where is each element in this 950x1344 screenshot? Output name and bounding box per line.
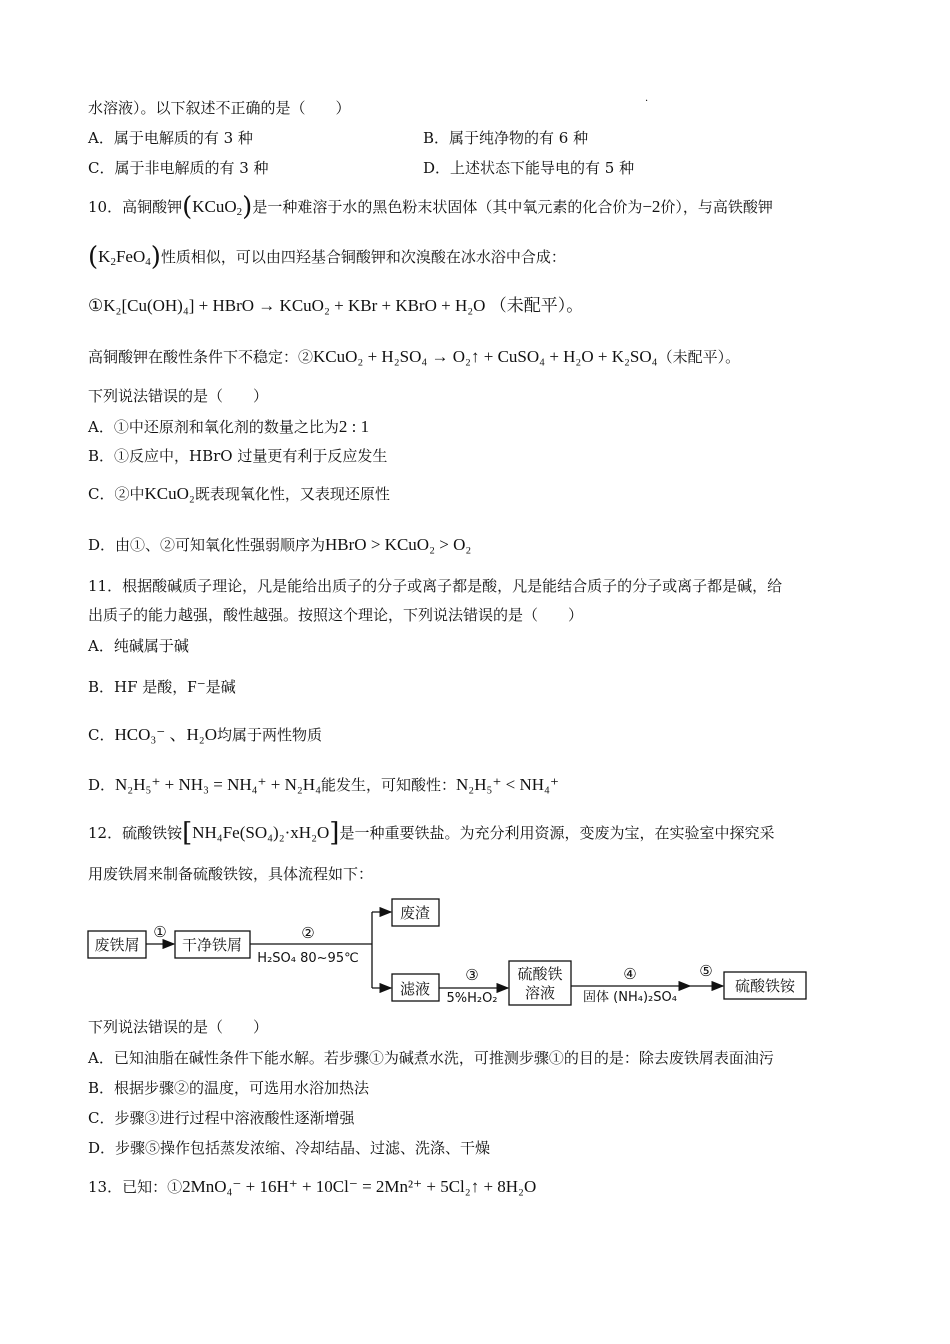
q10-line-1-text: 是一种难溶于水的黑色粉末状固体（其中氧元素的化合价为: [252, 198, 643, 216]
q10-eq2-pre: 高铜酸钾在酸性条件下不稳定：②: [88, 348, 314, 366]
flow-step-5: ⑤: [699, 962, 713, 980]
q10-line-2-text: 性质相似，可以由四羟基合铜酸钾和次溴酸在冰水浴中合成：: [160, 248, 566, 266]
q11-option-c-pre: C．: [88, 726, 115, 744]
flow-step-1: ①: [153, 923, 167, 941]
q12-number-text: 12．硫酸铁铵: [88, 824, 183, 842]
q11-option-d-compare: N₂H₅⁺ < NH₄⁺: [456, 775, 559, 794]
q10-option-c-pre: C．②中: [88, 485, 145, 503]
q10-option-c-formula: KCuO₂: [144, 484, 195, 503]
bracket-close: ]: [329, 818, 340, 848]
q9-option-c: C．属于非电解质的有 3 种: [88, 159, 269, 177]
flow-box-scrap-label: 废铁屑: [94, 936, 140, 954]
q13-pre: 13．已知：①: [88, 1178, 183, 1196]
flow-cond-3: 5%H₂O₂: [446, 991, 498, 1006]
q12-option-c: C．步骤③进行过程中溶液酸性逐渐增强: [88, 1109, 355, 1127]
q9-option-d: D．上述状态下能导电的有 5 种: [423, 159, 635, 177]
flow-cond-4: 固体 (NH₄)₂SO₄: [583, 990, 677, 1005]
q13-equation: 2MnO₄⁻ + 16H⁺ + 10Cl⁻ = 2Mn²⁺ + 5Cl₂↑ + 8H₂O: [182, 1177, 537, 1196]
q11-option-d-pre: D．: [88, 776, 116, 794]
q9-option-b: B．属于纯净物的有 6 种: [423, 129, 589, 147]
q10-valence: −2: [642, 197, 661, 216]
q10-ask: 下列说法错误的是（ ）: [88, 387, 269, 405]
q9-stem-tail: 水溶液）。以下叙述不正确的是（ ）: [88, 99, 351, 117]
q10-formula-kcuo2: KCuO$_2$: [192, 197, 243, 218]
q11-option-d-mid: 能发生，可知酸性：: [321, 776, 457, 794]
q13-line: [88, 1177, 536, 1197]
flow-box-solution-line-2: 溶液: [524, 984, 556, 1002]
q12-ask: 下列说法错误的是（ ）: [88, 1018, 269, 1036]
q11-option-a: A．纯碱属于碱: [88, 637, 189, 655]
paren-open: (: [88, 242, 99, 272]
q11-option-b-pre: B．HF 是酸，: [88, 678, 188, 696]
q12-formula: NH₄Fe(SO₄)₂·xH₂O: [192, 823, 330, 842]
q10-option-a-text: A．①中还原剂和氧化剂的数量之比为: [88, 418, 339, 436]
paren-close: ): [150, 242, 161, 272]
q12-option-a: A．已知油脂在碱性条件下能水解。若步骤①为碱煮水洗，可推测步骤①的目的是：除去废铁屑表面油污: [88, 1049, 774, 1067]
q10-option-d-formula: HBrO > KCuO₂ > O₂: [325, 535, 472, 554]
q10-eq2-post: （未配平）。: [657, 348, 741, 366]
flow-box-residue-label: 废渣: [399, 904, 431, 922]
flow-step-4: ④: [623, 965, 637, 983]
flow-box-clean-label: 干净铁屑: [181, 936, 243, 954]
q10-option-a-ratio: 2 : 1: [338, 417, 370, 436]
q11-line-2: 出质子的能力越强，酸性越强。按照这个理论，下列说法错误的是（ ）: [88, 606, 584, 624]
q10-equation-2: KCuO₂ + H₂SO₄ → O₂↑ + CuSO₄ + H₂O + K₂SO₄: [313, 347, 658, 366]
q10-formula-k2feo4: $K_2FeO_4$: [98, 247, 151, 268]
q10-line-1-end: 价），与高铁酸钾: [660, 198, 773, 216]
q11-option-b-post: 是碱: [205, 678, 236, 696]
q10-option-c-post: 既表现氧化性，又表现还原性: [194, 485, 390, 503]
flow-box-filtrate-label: 滤液: [399, 980, 431, 998]
q11-option-c-post: 均属于两性物质: [217, 726, 323, 744]
paren-open: (: [182, 192, 193, 222]
q12-line-2: 用废铁屑来制备硫酸铁铵，具体流程如下：: [88, 865, 374, 883]
flow-cond-2: H₂SO₄ 80~95℃: [257, 951, 359, 966]
flow-step-2: ②: [301, 924, 315, 942]
q11-option-d-equation: N₂H₅⁺ + NH₃ = NH₄⁺ + N₂H₄: [115, 775, 322, 794]
q10-option-d-pre: D．由①、②可知氧化性强弱顺序为: [88, 536, 326, 554]
q11-option-c-species: HCO₃⁻ 、H₂O: [114, 725, 218, 744]
q12-option-b: B．根据步骤②的温度，可选用水浴加热法: [88, 1079, 370, 1097]
q12-line-1-text: 是一种重要铁盐。为充分利用资源，变废为宝，在实验室中探究采: [339, 824, 775, 842]
q9-option-a: A．属于电解质的有 3 种: [88, 129, 253, 147]
flow-box-product-label: 硫酸铁铵: [734, 977, 796, 995]
bracket-open: [: [182, 818, 193, 848]
flow-step-3: ③: [465, 966, 479, 984]
paren-close: ): [242, 192, 253, 222]
q10-option-b: B．①反应中，HBrO 过量更有利于反应发生: [88, 447, 388, 465]
q11-option-b-ion: F⁻: [187, 677, 206, 696]
q10-equation-1: ①K₂[Cu(OH)₄] + HBrO → KCuO₂ + KBr + KBrO + H₂O （未配平）。: [88, 296, 584, 315]
q11-line-1: 11．根据酸碱质子理论，凡是能给出质子的分子或离子都是酸，凡是能结合质子的分子或离子都是碱，给: [88, 577, 783, 595]
q12-option-d: D．步骤⑤操作包括蒸发浓缩、冷却结晶、过滤、洗涤、干燥: [88, 1139, 491, 1157]
flow-box-solution-line-1: 硫酸铁: [517, 965, 563, 983]
stray-dot: ·: [645, 96, 649, 107]
q10-number-text: 10．高铜酸钾: [88, 198, 183, 216]
